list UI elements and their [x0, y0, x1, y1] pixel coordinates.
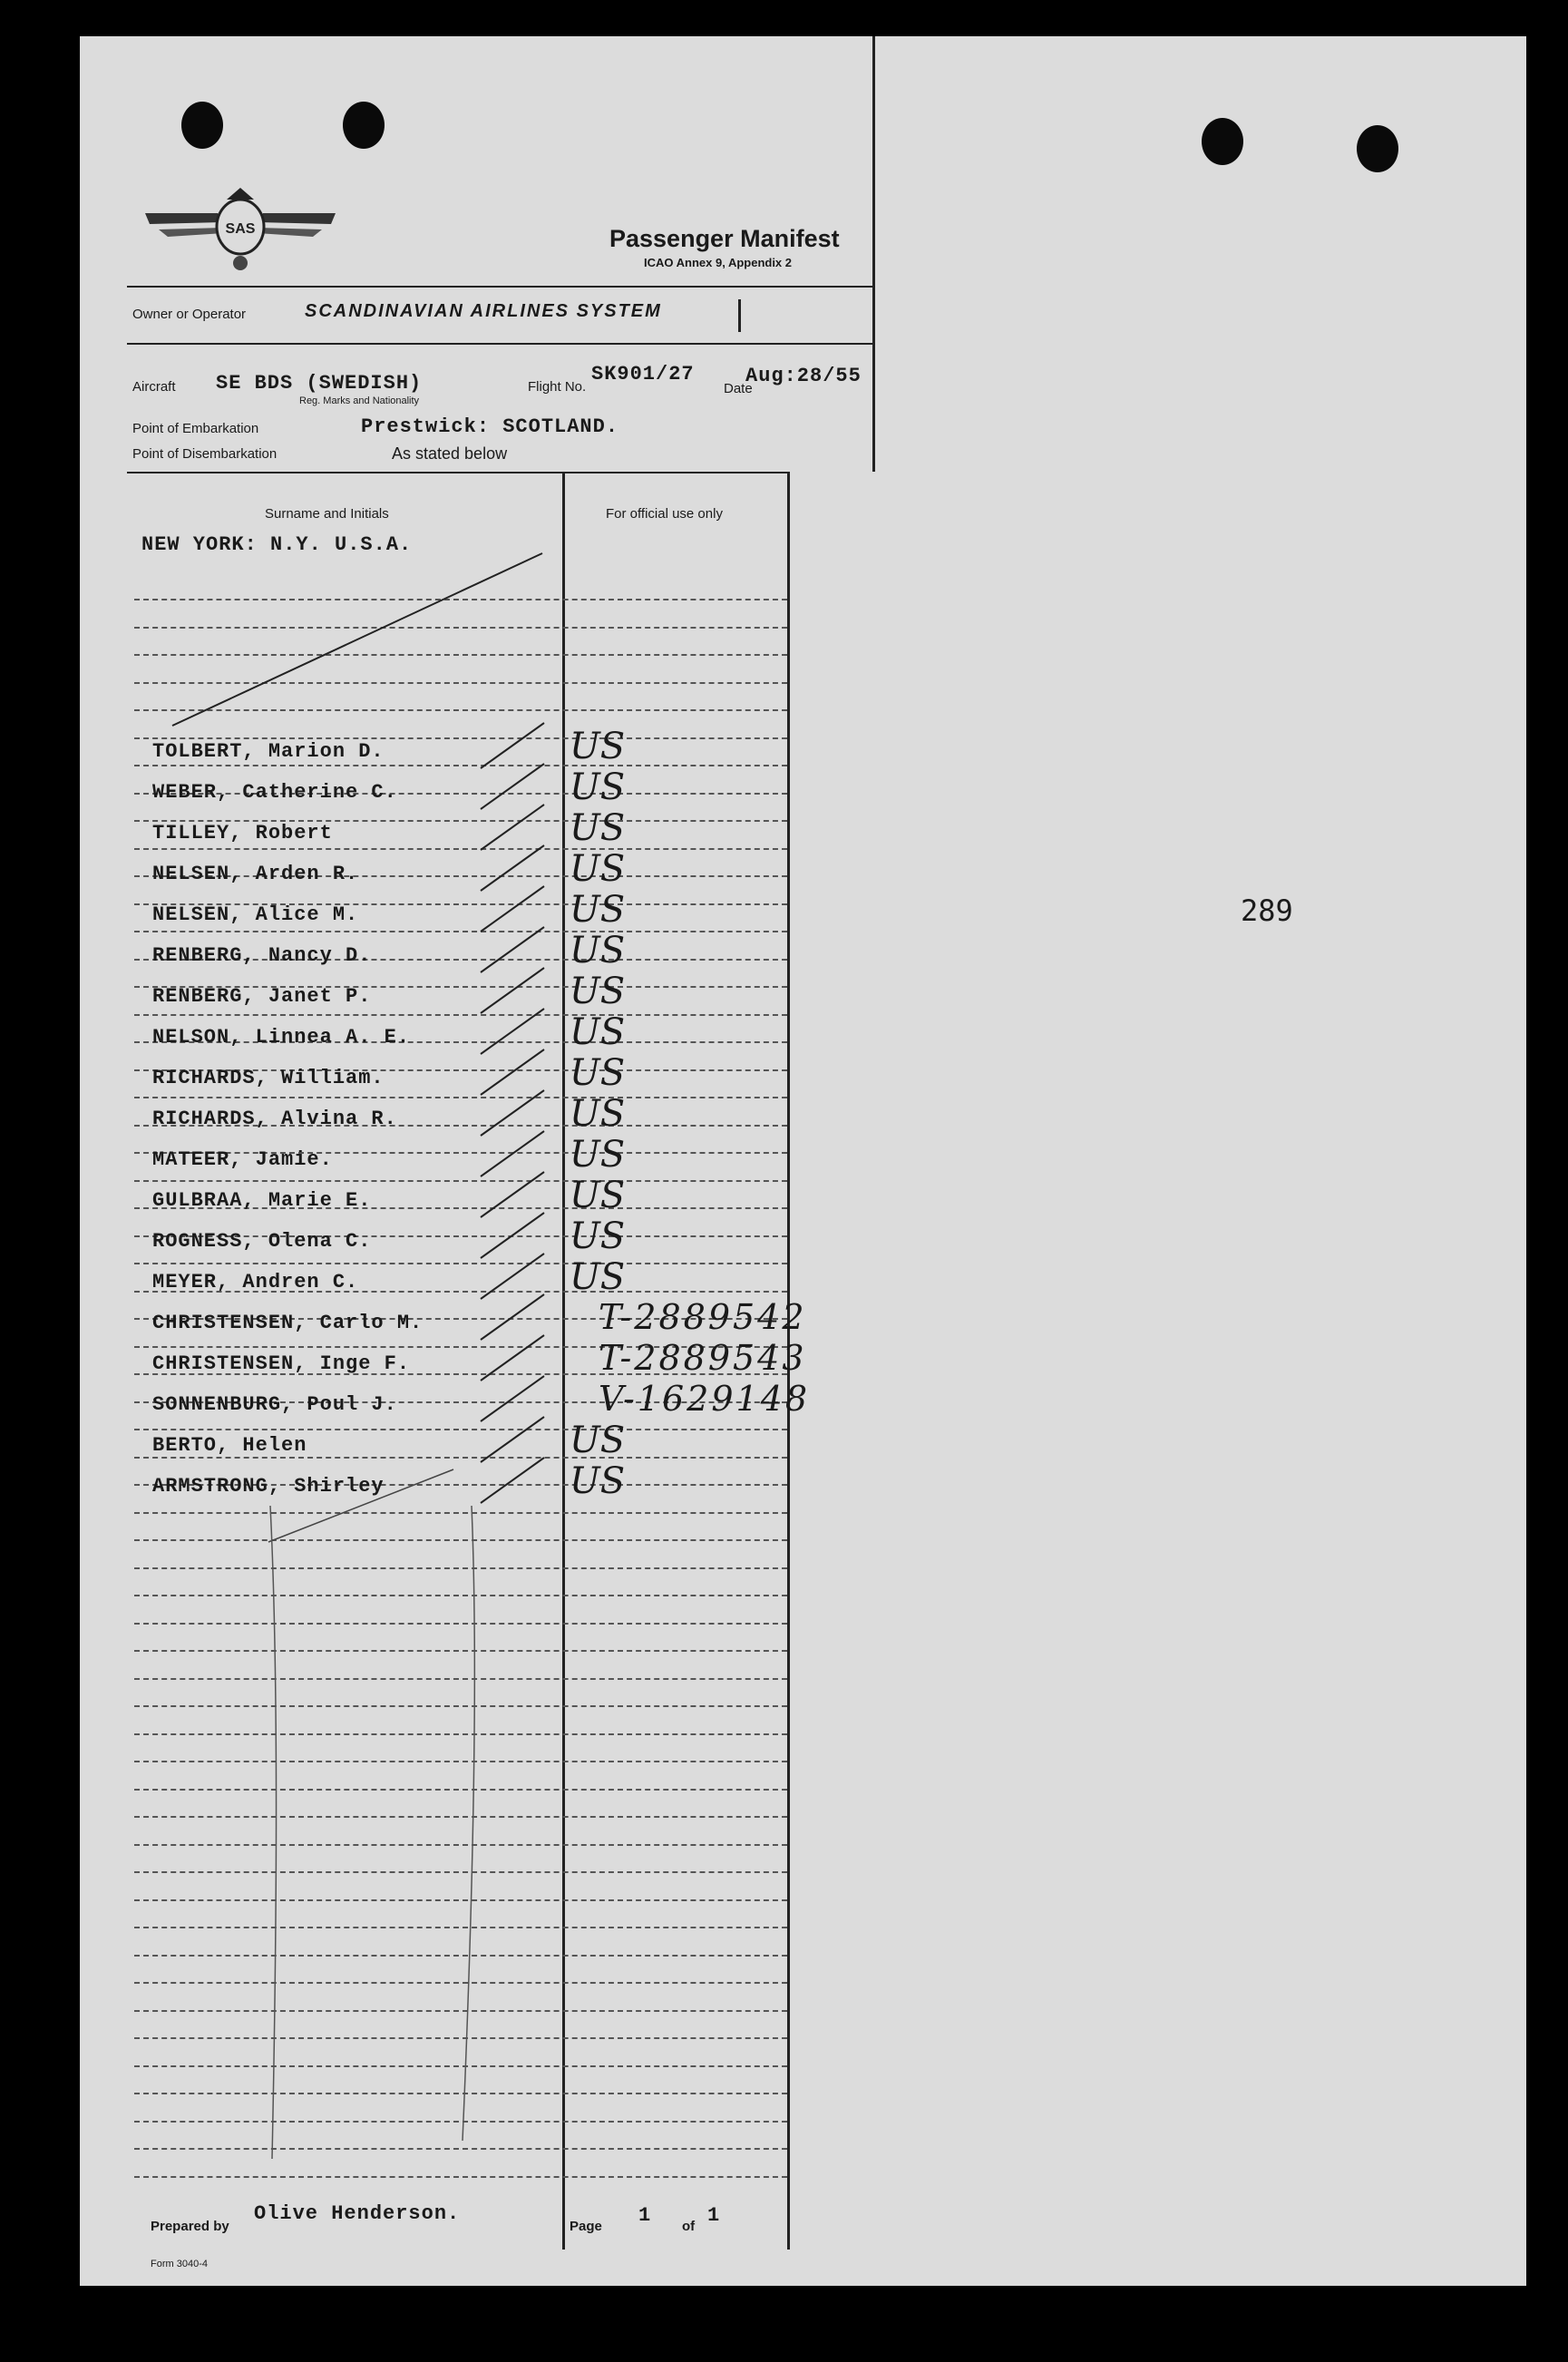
- col-header-official: For official use only: [606, 506, 723, 522]
- passenger-name: NELSEN, Alice M.: [152, 903, 359, 926]
- flight-value: SK901/27: [591, 363, 695, 386]
- embarkation-value: Prestwick: SCOTLAND.: [361, 415, 619, 438]
- passenger-name: ARMSTRONG, Shirley: [152, 1475, 385, 1498]
- embarkation-label: Point of Embarkation: [132, 421, 259, 436]
- col-header-names: Surname and Initials: [265, 506, 389, 522]
- official-mark: US: [570, 1093, 626, 1135]
- prepared-value: Olive Henderson.: [254, 2202, 461, 2225]
- passenger-name: MATEER, Jamie.: [152, 1148, 333, 1171]
- margin-line-1: [270, 1506, 277, 2159]
- passenger-name: NELSON, Linnea A. E.: [152, 1026, 411, 1049]
- passenger-name: BERTO, Helen: [152, 1434, 307, 1457]
- page-stamp: 289: [1241, 893, 1293, 928]
- aircraft-value: SE BDS (SWEDISH): [216, 372, 423, 395]
- passenger-name: SONNENBURG, Poul J.: [152, 1393, 397, 1416]
- disembarkation-label: Point of Disembarkation: [132, 446, 278, 462]
- official-mark: US: [570, 1460, 626, 1502]
- annotation-line: [268, 1469, 453, 1542]
- manifest-subtitle: ICAO Annex 9, Appendix 2: [644, 256, 793, 269]
- reg-marks-label: Reg. Marks and Nationality: [299, 395, 420, 406]
- passenger-name: GULBRAA, Marie E.: [152, 1189, 372, 1212]
- prepared-label: Prepared by: [151, 2219, 229, 2234]
- official-mark: US: [570, 1011, 626, 1053]
- aircraft-label: Aircraft: [132, 379, 176, 395]
- passenger-name: RICHARDS, Alvina R.: [152, 1108, 397, 1130]
- date-label: Date: [724, 381, 753, 396]
- passenger-name: RENBERG, Janet P.: [152, 985, 372, 1008]
- owner-label: Owner or Operator: [132, 307, 247, 322]
- date-value: Aug:28/55: [745, 365, 862, 387]
- of-label: of: [682, 2219, 696, 2234]
- strike-line: [172, 553, 542, 726]
- official-mark: T-2889542: [599, 1297, 807, 1337]
- official-mark: US: [570, 889, 626, 931]
- destination: NEW YORK: N.Y. U.S.A.: [141, 533, 413, 556]
- owner-value: SCANDINAVIAN AIRLINES SYSTEM: [305, 301, 662, 321]
- form-number: Form 3040-4: [151, 2259, 208, 2269]
- page-value: 1: [638, 2204, 652, 2227]
- margin-line-2: [463, 1506, 474, 2141]
- passenger-name: TILLEY, Robert: [152, 822, 333, 844]
- official-mark: US: [570, 1175, 626, 1216]
- passenger-name: RENBERG, Nancy D.: [152, 944, 372, 967]
- passenger-name: MEYER, Andren C.: [152, 1271, 359, 1293]
- passenger-name: CHRISTENSEN, Carlo M.: [152, 1312, 424, 1334]
- passenger-name: ROGNESS, Olena C.: [152, 1230, 372, 1253]
- passenger-name: NELSEN, Arden R.: [152, 863, 359, 885]
- disembarkation-value: As stated below: [392, 444, 508, 463]
- official-mark: US: [570, 848, 626, 890]
- official-mark: V-1629148: [599, 1379, 811, 1419]
- passenger-name: TOLBERT, Marion D.: [152, 740, 385, 763]
- page-label: Page: [570, 2219, 602, 2234]
- official-mark: US: [570, 807, 626, 849]
- official-mark: US: [570, 1134, 626, 1176]
- official-mark: US: [570, 971, 626, 1012]
- flight-label: Flight No.: [528, 379, 587, 395]
- svg-text:SAS: SAS: [225, 221, 256, 237]
- manifest-title: Passenger Manifest: [609, 225, 840, 252]
- official-mark: US: [570, 726, 626, 767]
- passenger-name: CHRISTENSEN, Inge F.: [152, 1352, 411, 1375]
- of-value: 1: [707, 2204, 721, 2227]
- official-mark: US: [570, 766, 626, 808]
- official-mark: US: [570, 1256, 626, 1298]
- official-mark: US: [570, 1215, 626, 1257]
- official-mark: T-2889543: [599, 1338, 807, 1378]
- official-mark: US: [570, 930, 626, 971]
- official-mark: US: [570, 1052, 626, 1094]
- passenger-name: RICHARDS, William.: [152, 1067, 385, 1089]
- passenger-name: WEBER, Catherine C.: [152, 781, 397, 804]
- official-mark: US: [570, 1420, 626, 1461]
